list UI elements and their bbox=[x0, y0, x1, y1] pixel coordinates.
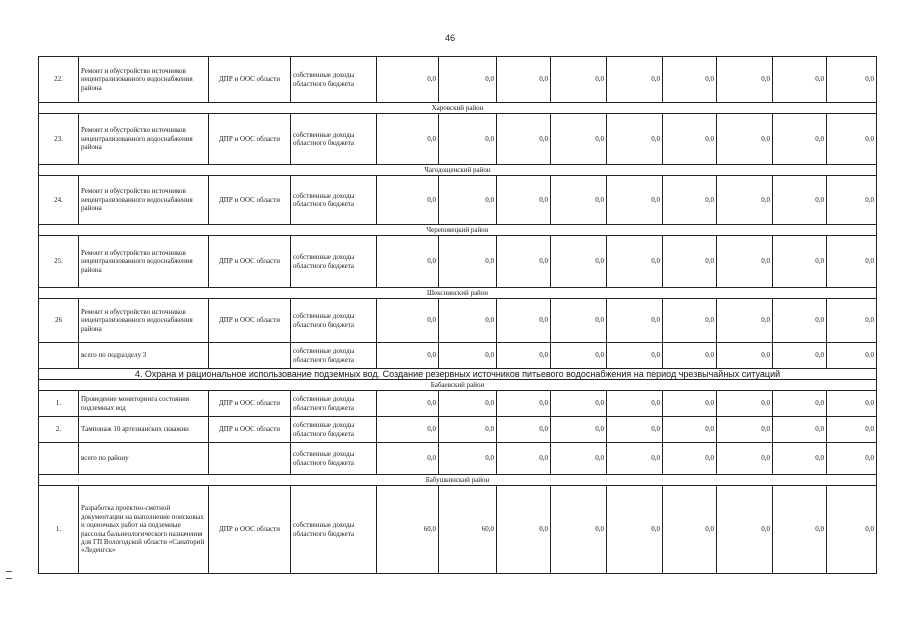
value-cell: 0,0 bbox=[607, 417, 663, 443]
value-cell: 0,0 bbox=[717, 57, 773, 103]
value-cell: 0,0 bbox=[497, 391, 551, 417]
margin-mark bbox=[6, 571, 12, 572]
district-heading: Бабаевский район bbox=[39, 380, 877, 391]
value-cell: 0,0 bbox=[663, 343, 717, 369]
subsection-row bbox=[39, 369, 877, 380]
value-cell: 0,0 bbox=[439, 391, 497, 417]
value-cell: 0,0 bbox=[551, 299, 607, 343]
value-cell: 0,0 bbox=[607, 391, 663, 417]
value-cell: 0,0 bbox=[827, 114, 877, 165]
value-cell: 0,0 bbox=[663, 417, 717, 443]
value-cell: 0,0 bbox=[663, 57, 717, 103]
district-heading: Череповецкий район bbox=[39, 225, 877, 236]
value-cell: 0,0 bbox=[439, 236, 497, 288]
table-row bbox=[39, 114, 877, 165]
value-cell: 0,0 bbox=[827, 57, 877, 103]
value-cell: 0,0 bbox=[663, 236, 717, 288]
value-cell: 0,0 bbox=[551, 236, 607, 288]
value-cell: 0,0 bbox=[377, 57, 439, 103]
value-cell: 0,0 bbox=[607, 443, 663, 475]
value-cell: 0,0 bbox=[773, 417, 827, 443]
value-cell: 0,0 bbox=[827, 236, 877, 288]
funding-source: собственные доходы областного бюджета bbox=[291, 391, 377, 417]
funding-source: собственные доходы областного бюджета bbox=[291, 443, 377, 475]
value-cell: 0,0 bbox=[717, 486, 773, 574]
funding-source: собственные доходы областного бюджета bbox=[291, 176, 377, 225]
value-cell: 0,0 bbox=[773, 236, 827, 288]
value-cell: 0,0 bbox=[607, 176, 663, 225]
table-row bbox=[39, 417, 877, 443]
value-cell: 0,0 bbox=[497, 343, 551, 369]
value-cell: 0,0 bbox=[439, 417, 497, 443]
value-cell: 0,0 bbox=[607, 236, 663, 288]
value-cell: 0,0 bbox=[439, 443, 497, 475]
funding-source: собственные доходы областного бюджета bbox=[291, 486, 377, 574]
table-body bbox=[39, 57, 877, 574]
value-cell: 0,0 bbox=[773, 443, 827, 475]
measure-name: Проведение мониторинга состояния подземных вод bbox=[79, 391, 209, 417]
value-cell: 0,0 bbox=[717, 299, 773, 343]
measure-name: всего по району bbox=[79, 443, 209, 475]
value-cell: 0,0 bbox=[663, 486, 717, 574]
district-row bbox=[39, 225, 877, 236]
value-cell: 0,0 bbox=[717, 391, 773, 417]
value-cell: 0,0 bbox=[717, 343, 773, 369]
value-cell: 0,0 bbox=[439, 176, 497, 225]
funding-source: собственные доходы областного бюджета bbox=[291, 417, 377, 443]
measure-name: Ремонт и обустройство источников нецентрализованного водоснабжения района bbox=[79, 114, 209, 165]
measure-name: Ремонт и обустройство источников нецентрализованного водоснабжения района bbox=[79, 57, 209, 103]
executor: ДПР и ООС области bbox=[209, 236, 291, 288]
value-cell: 0,0 bbox=[827, 486, 877, 574]
executor bbox=[209, 343, 291, 369]
value-cell: 0,0 bbox=[827, 417, 877, 443]
executor: ДПР и ООС области bbox=[209, 299, 291, 343]
district-row bbox=[39, 380, 877, 391]
value-cell: 0,0 bbox=[497, 57, 551, 103]
value-cell: 0,0 bbox=[827, 299, 877, 343]
value-cell: 0,0 bbox=[497, 486, 551, 574]
value-cell: 0,0 bbox=[551, 57, 607, 103]
row-number: 26 bbox=[39, 299, 79, 343]
value-cell: 0,0 bbox=[439, 57, 497, 103]
value-cell: 0,0 bbox=[551, 176, 607, 225]
district-row bbox=[39, 475, 877, 486]
value-cell: 0,0 bbox=[663, 114, 717, 165]
district-heading: Бабушкинский район bbox=[39, 475, 877, 486]
measure-name: Ремонт и обустройство источников нецентрализованного водоснабжения района bbox=[79, 236, 209, 288]
value-cell: 0,0 bbox=[773, 299, 827, 343]
value-cell: 0,0 bbox=[717, 417, 773, 443]
value-cell: 0,0 bbox=[377, 343, 439, 369]
district-row bbox=[39, 288, 877, 299]
value-cell: 0,0 bbox=[377, 236, 439, 288]
row-number: 23. bbox=[39, 114, 79, 165]
value-cell: 0,0 bbox=[663, 176, 717, 225]
value-cell: 0,0 bbox=[377, 417, 439, 443]
district-heading: Харовский район bbox=[39, 103, 877, 114]
value-cell: 60,0 bbox=[439, 486, 497, 574]
funding-source: собственные доходы областного бюджета bbox=[291, 57, 377, 103]
value-cell: 0,0 bbox=[377, 176, 439, 225]
table-row bbox=[39, 391, 877, 417]
value-cell: 0,0 bbox=[827, 176, 877, 225]
subsection-heading: 4. Охрана и рациональное использование подземных вод. Создание резервных источников питьевого водоснабжения на период чрезвычайных ситуаций bbox=[39, 369, 877, 380]
measure-name: всего по подразделу 3 bbox=[79, 343, 209, 369]
value-cell: 60,0 bbox=[377, 486, 439, 574]
value-cell: 0,0 bbox=[663, 299, 717, 343]
measure-name: Разработка проектно-сметной документации на выполнение поисковых и оценочных работ на подземные рассолы бальнеологического назначения для ГП Вологодской области «Санаторий «Леденгск» bbox=[79, 486, 209, 574]
row-number: 25. bbox=[39, 236, 79, 288]
value-cell: 0,0 bbox=[551, 486, 607, 574]
value-cell: 0,0 bbox=[497, 114, 551, 165]
table-row bbox=[39, 343, 877, 369]
table-row bbox=[39, 236, 877, 288]
value-cell: 0,0 bbox=[551, 391, 607, 417]
budget-table-container bbox=[38, 56, 876, 574]
value-cell: 0,0 bbox=[773, 391, 827, 417]
value-cell: 0,0 bbox=[773, 114, 827, 165]
funding-source: собственные доходы областного бюджета bbox=[291, 299, 377, 343]
value-cell: 0,0 bbox=[827, 443, 877, 475]
district-heading: Шекснинский район bbox=[39, 288, 877, 299]
value-cell: 0,0 bbox=[497, 236, 551, 288]
row-number: 22. bbox=[39, 57, 79, 103]
funding-source: собственные доходы областного бюджета bbox=[291, 236, 377, 288]
row-number: 1. bbox=[39, 486, 79, 574]
measure-name: Тампонаж 10 артезианских скважин bbox=[79, 417, 209, 443]
value-cell: 0,0 bbox=[377, 443, 439, 475]
table-row bbox=[39, 57, 877, 103]
measure-name: Ремонт и обустройство источников нецентрализованного водоснабжения района bbox=[79, 176, 209, 225]
value-cell: 0,0 bbox=[663, 391, 717, 417]
table-row bbox=[39, 486, 877, 574]
table-row bbox=[39, 176, 877, 225]
executor: ДПР и ООС области bbox=[209, 486, 291, 574]
value-cell: 0,0 bbox=[497, 299, 551, 343]
executor: ДПР и ООС области bbox=[209, 176, 291, 225]
table-row bbox=[39, 299, 877, 343]
value-cell: 0,0 bbox=[827, 343, 877, 369]
district-heading: Чагодощенский район bbox=[39, 165, 877, 176]
value-cell: 0,0 bbox=[717, 236, 773, 288]
value-cell: 0,0 bbox=[773, 176, 827, 225]
value-cell: 0,0 bbox=[773, 343, 827, 369]
margin-mark bbox=[6, 578, 12, 579]
funding-source: собственные доходы областного бюджета bbox=[291, 114, 377, 165]
value-cell: 0,0 bbox=[497, 176, 551, 225]
value-cell: 0,0 bbox=[551, 417, 607, 443]
executor: ДПР и ООС области bbox=[209, 57, 291, 103]
budget-table bbox=[38, 56, 877, 574]
value-cell: 0,0 bbox=[607, 343, 663, 369]
row-number: 1. bbox=[39, 391, 79, 417]
value-cell: 0,0 bbox=[773, 486, 827, 574]
value-cell: 0,0 bbox=[827, 391, 877, 417]
district-row bbox=[39, 165, 877, 176]
row-number bbox=[39, 443, 79, 475]
value-cell: 0,0 bbox=[439, 299, 497, 343]
value-cell: 0,0 bbox=[663, 443, 717, 475]
value-cell: 0,0 bbox=[377, 114, 439, 165]
executor: ДПР и ООС области bbox=[209, 417, 291, 443]
value-cell: 0,0 bbox=[439, 114, 497, 165]
value-cell: 0,0 bbox=[551, 343, 607, 369]
page-number: 46 bbox=[444, 33, 455, 43]
value-cell: 0,0 bbox=[607, 299, 663, 343]
row-number bbox=[39, 343, 79, 369]
value-cell: 0,0 bbox=[439, 343, 497, 369]
executor: ДПР и ООС области bbox=[209, 391, 291, 417]
value-cell: 0,0 bbox=[773, 57, 827, 103]
funding-source: собственные доходы областного бюджета bbox=[291, 343, 377, 369]
executor bbox=[209, 443, 291, 475]
value-cell: 0,0 bbox=[377, 391, 439, 417]
value-cell: 0,0 bbox=[497, 443, 551, 475]
value-cell: 0,0 bbox=[551, 443, 607, 475]
value-cell: 0,0 bbox=[551, 114, 607, 165]
value-cell: 0,0 bbox=[497, 417, 551, 443]
row-number: 24. bbox=[39, 176, 79, 225]
value-cell: 0,0 bbox=[717, 443, 773, 475]
district-row bbox=[39, 103, 877, 114]
value-cell: 0,0 bbox=[607, 57, 663, 103]
value-cell: 0,0 bbox=[607, 114, 663, 165]
row-number: 2. bbox=[39, 417, 79, 443]
value-cell: 0,0 bbox=[717, 114, 773, 165]
executor: ДПР и ООС области bbox=[209, 114, 291, 165]
value-cell: 0,0 bbox=[377, 299, 439, 343]
value-cell: 0,0 bbox=[607, 486, 663, 574]
value-cell: 0,0 bbox=[717, 176, 773, 225]
measure-name: Ремонт и обустройство источников нецентрализованного водоснабжения района bbox=[79, 299, 209, 343]
table-row bbox=[39, 443, 877, 475]
